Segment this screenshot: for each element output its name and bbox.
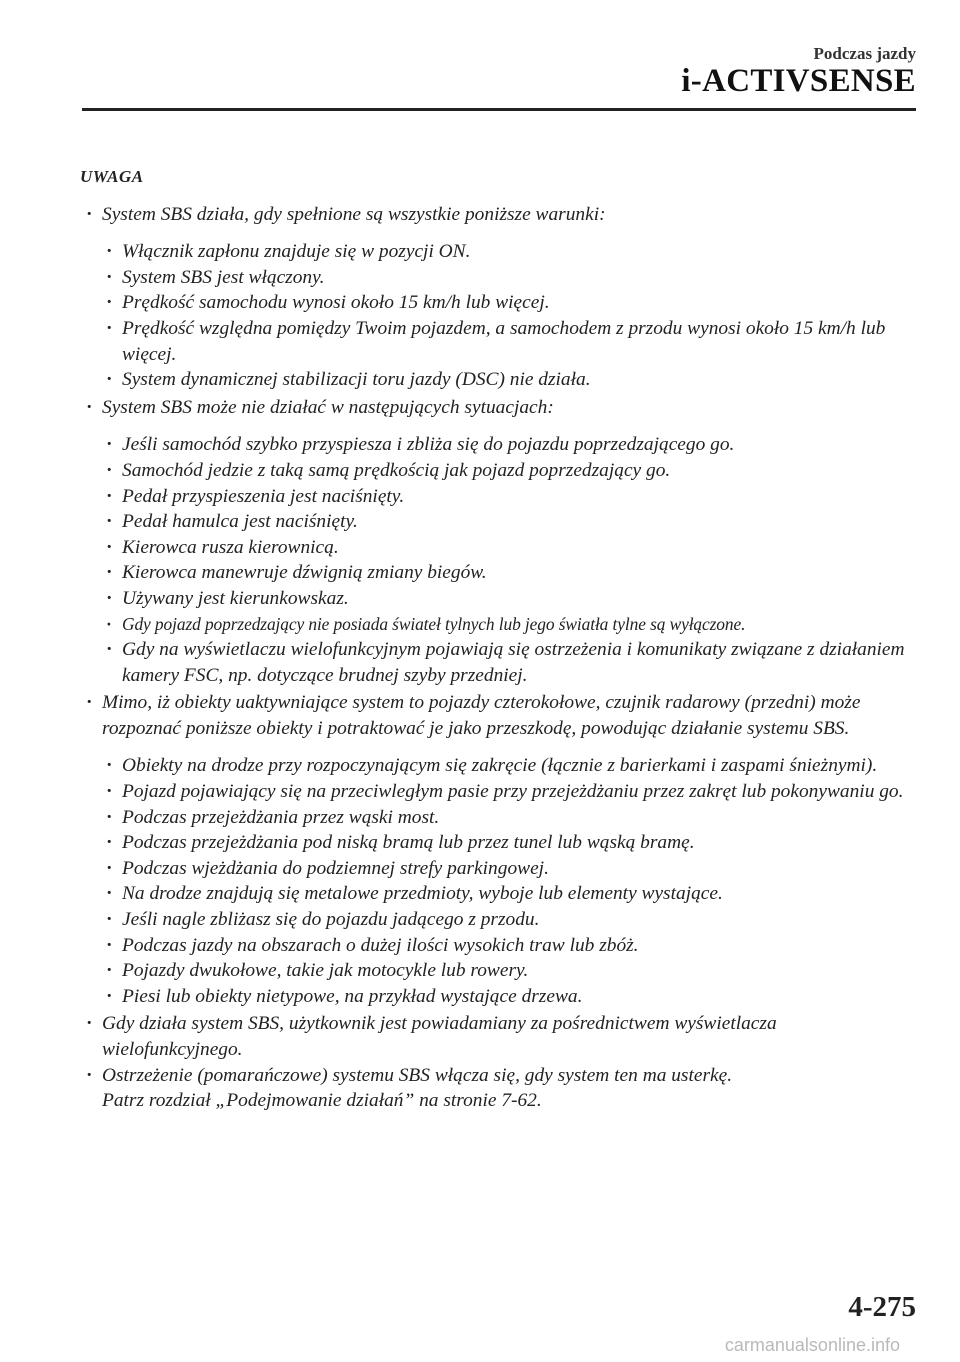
watermark: carmanualsonline.info [724,1335,900,1355]
notice-item [80,690,920,1009]
notice-subitem: · Gdy na wyświetlaczu wielofunkcyjnym pojawiają się ostrzeżenia i komunikaty związane z działaniem kamery FSC, np. dotyczące brudnej szyby przedniej. [102,637,920,688]
notice-subitem: · Samochód jedzie z taką samą prędkością jak pojazd poprzedzający go. [102,458,920,484]
header-rule [82,108,916,111]
notice-sublist [102,753,920,1009]
notice-subitem: · Prędkość samochodu wynosi około 15 km/h lub więcej. [102,290,920,316]
notice-item-text: · Gdy działa system SBS, użytkownik jest powiadamiany za pośrednictwem wyświetlacza wielofunkcyjnego. [102,1013,777,1060]
notice-subitem: · Jeśli nagle zbliżasz się do pojazdu jadącego z przodu. [102,907,920,933]
notice-subitem: · Kierowca manewruje dźwignią zmiany biegów. [102,560,920,586]
notice-subitem: · System dynamicznej stabilizacji toru jazdy (DSC) nie działa. [102,367,920,393]
notice-subitem: · System SBS jest włączony. [102,265,920,291]
notice-title: UWAGA [80,167,144,186]
notice-subitem: · Jeśli samochód szybko przyspiesza i zbliża się do pojazdu poprzedzającego go. [102,432,920,458]
notice-item-text: · System SBS może nie działać w następujących sytuacjach: [102,396,554,418]
notice-subitem: · Gdy pojazd poprzedzający nie posiada świateł tylnych lub jego światła tylne są wyłączone. [102,612,920,638]
notice-subitem: · Prędkość względna pomiędzy Twoim pojazdem, a samochodem z przodu wynosi około 15 km/h lub więcej. [102,316,920,367]
notice-item-text: · System SBS działa, gdy spełnione są wszystkie poniższe warunki: [102,203,606,225]
notice-item-text: · Ostrzeżenie (pomarańczowe) systemu SBS włącza się, gdy system ten ma usterkę. [102,1064,733,1086]
notice-item-text: · Mimo, iż obiekty uaktywniające system to pojazdy czterokołowe, czujnik radarowy (przedni) może rozpoznać poniższe obiekty i potraktować je jako przeszkodę, powodując działanie systemu SBS. [102,692,861,739]
notice-subitem: · Podczas przejeżdżania pod niską bramą lub przez tunel lub wąską bramę. [102,830,920,856]
notice-item-reference: Patrz rozdział „Podejmowanie działań” na stronie 7-62. [102,1090,542,1112]
section-title: Podczas jazdy [813,44,916,63]
page-header [0,0,960,112]
notice-item [80,395,920,689]
notice-subitem: · Podczas jazdy na obszarach o dużej ilości wysokich traw lub zbóż. [102,933,920,959]
notice-subitem: · Kierowca rusza kierownicą. [102,535,920,561]
notice-subitem: · Podczas przejeżdżania przez wąski most. [102,805,920,831]
page-number: 4-275 [848,1291,916,1323]
notice-item [80,202,920,393]
notice-item [80,1063,920,1114]
notice-subitem: · Włącznik zapłonu znajduje się w pozycji ON. [102,239,920,265]
notice-sublist [102,432,920,688]
notice-subitem: · Używany jest kierunkowskaz. [102,586,920,612]
notice-sublist [102,239,920,393]
notice-subitem: · Pojazdy dwukołowe, takie jak motocykle lub rowery. [102,958,920,984]
notice-subitem: · Na drodze znajdują się metalowe przedmioty, wyboje lub elementy wystające. [102,881,920,907]
notice-list [80,202,920,1114]
notice-subitem: · Pojazd pojawiający się na przeciwległym pasie przy przejeżdżaniu przez zakręt lub pokonywaniu go. [102,779,920,805]
notice-subitem: · Podczas wjeżdżania do podziemnej strefy parkingowej. [102,856,920,882]
notice-subitem: · Obiekty na drodze przy rozpoczynającym się zakręcie (łącznie z barierkami i zaspami śnieżnymi). [102,753,920,779]
notice-item [80,1011,920,1062]
notice-box [80,164,920,1114]
chapter-title: i-ACTIVSENSE [681,63,916,99]
notice-subitem: · Pedał przyspieszenia jest naciśnięty. [102,484,920,510]
notice-subitem: · Piesi lub obiekty nietypowe, na przykład wystające drzewa. [102,984,920,1010]
notice-subitem: · Pedał hamulca jest naciśnięty. [102,509,920,535]
